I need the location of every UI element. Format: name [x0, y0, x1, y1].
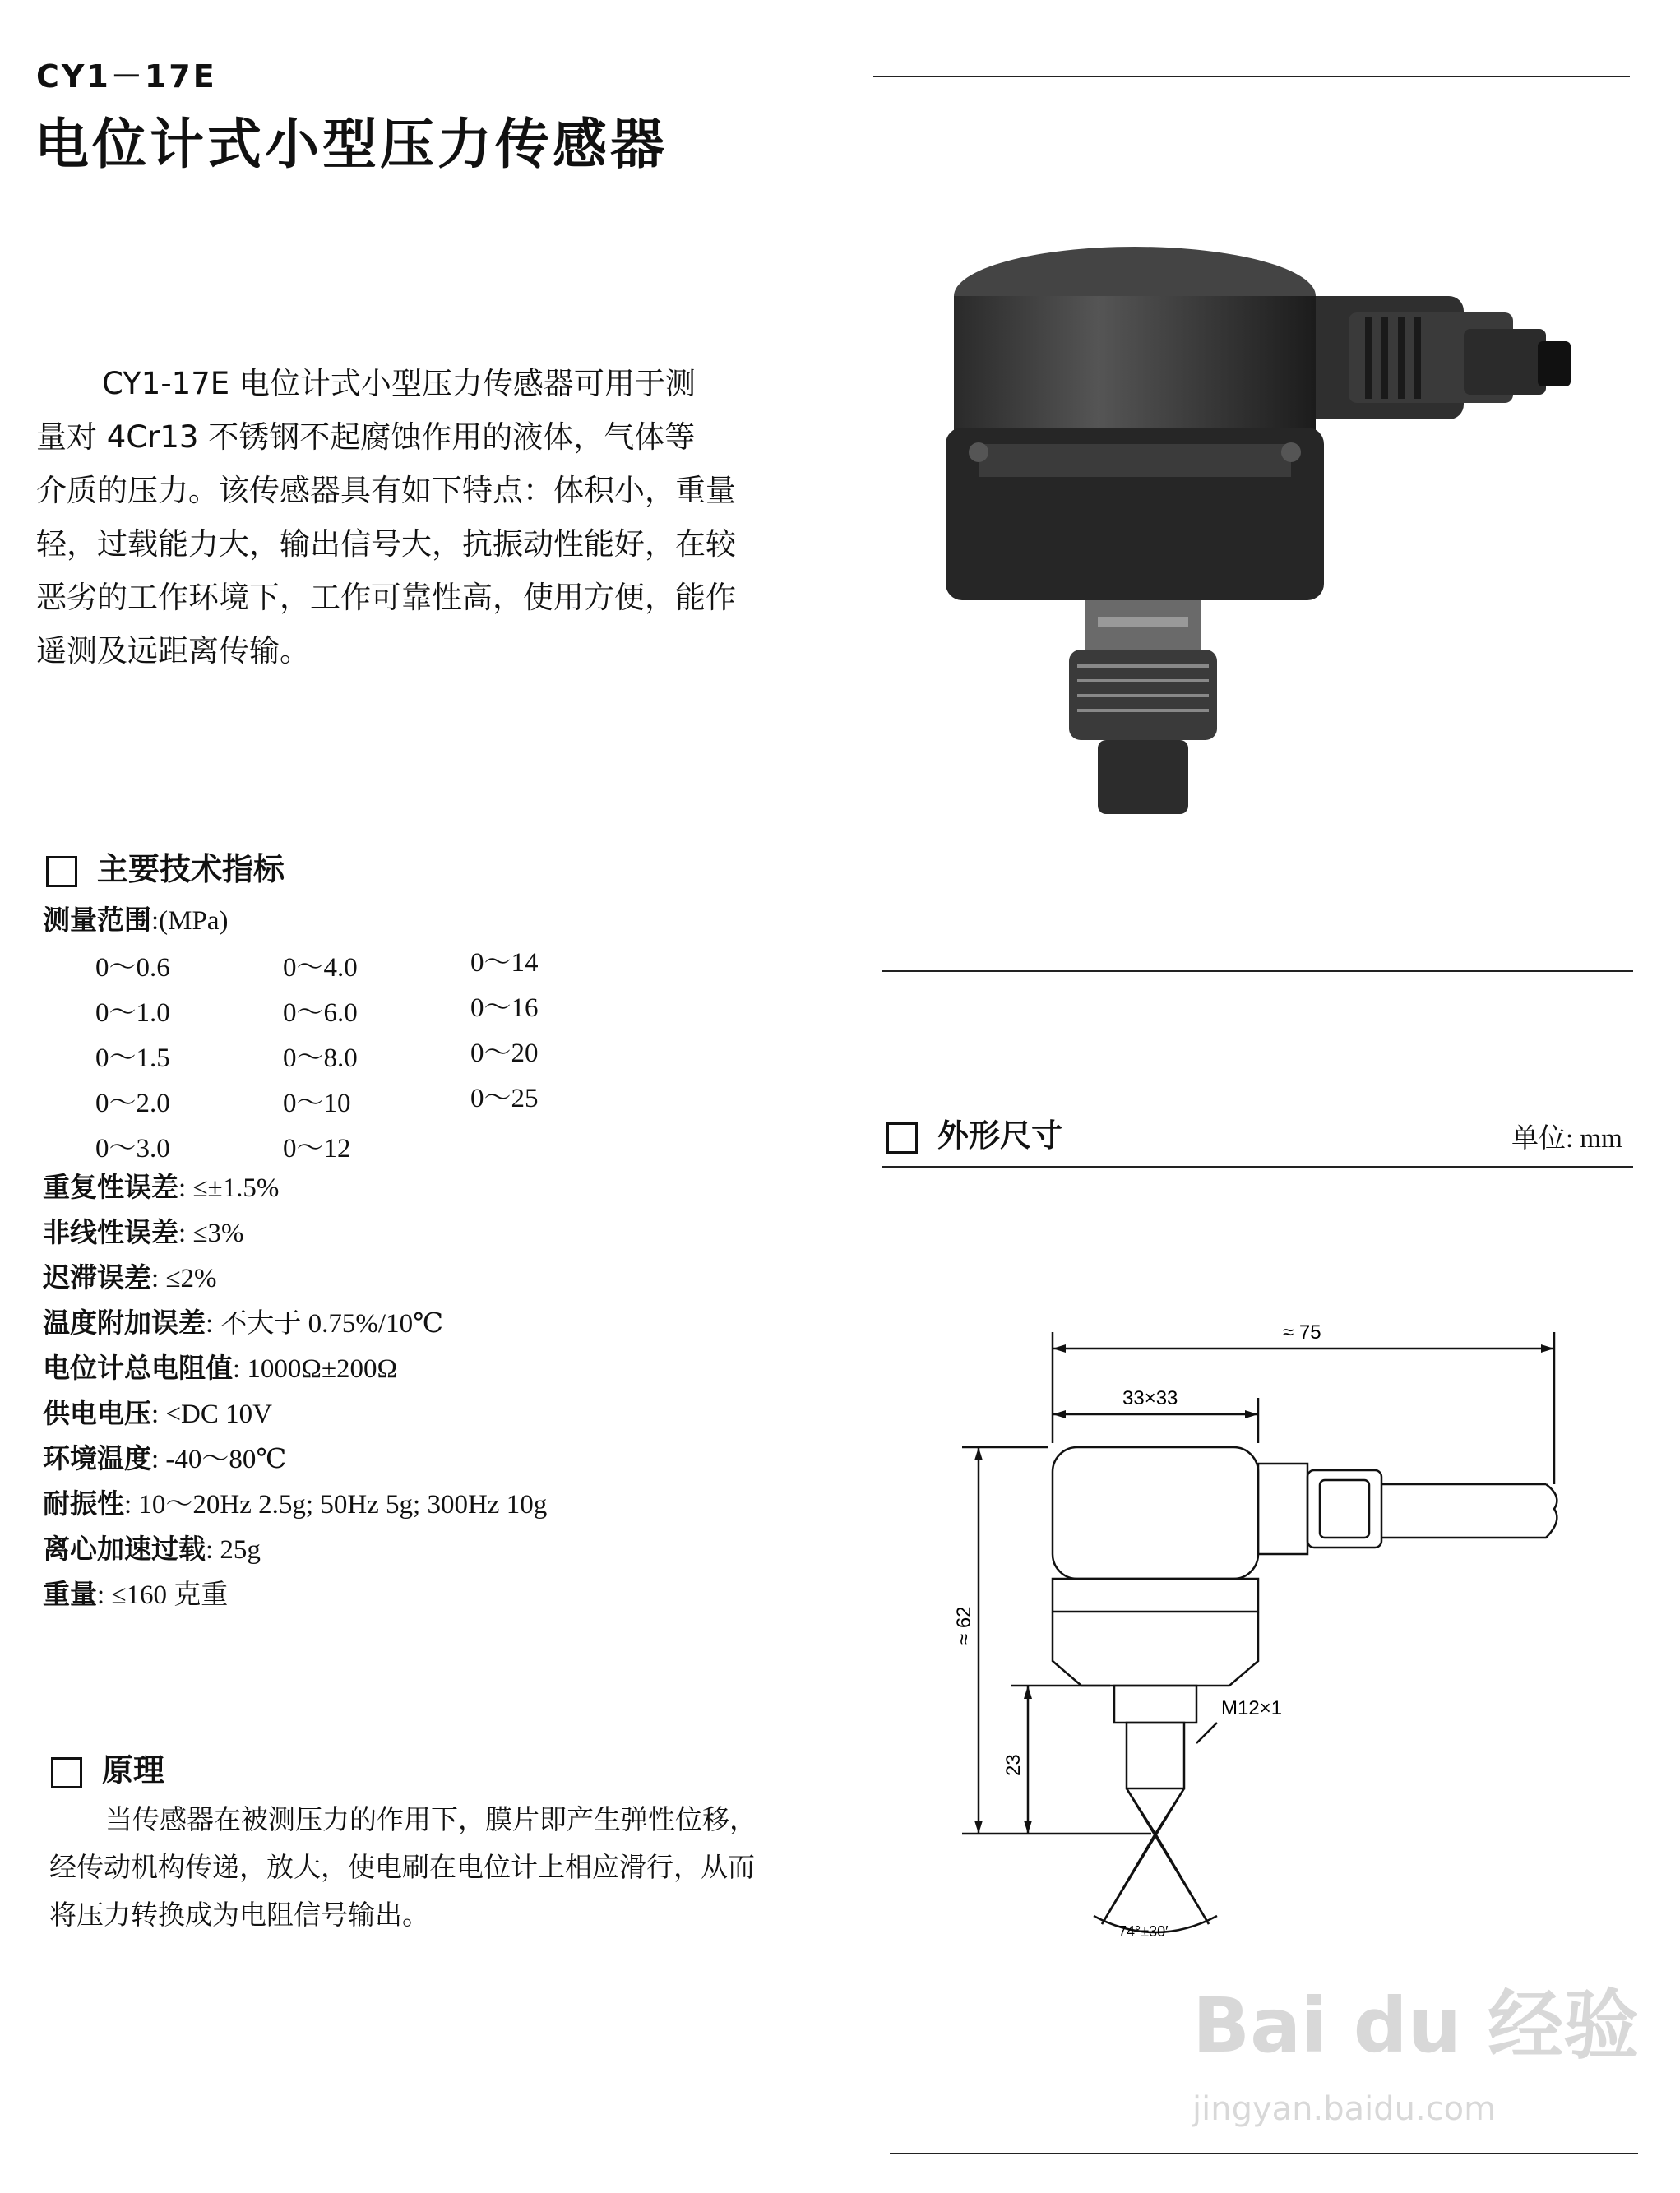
- range-label: 测量范围: [43, 904, 151, 935]
- spec-value: : 1000Ω±200Ω: [233, 1354, 398, 1384]
- range-value: 0～12: [283, 1134, 351, 1164]
- spec-value: : ≤3%: [178, 1219, 244, 1248]
- intro-line: 量对 4Cr13 不锈钢不起腐蚀作用的液体，气体等: [36, 419, 696, 455]
- specs-heading: [46, 844, 285, 889]
- range-column-3: [470, 941, 539, 1122]
- range-unit: :(MPa): [151, 906, 229, 936]
- spec-value: : 10～20Hz 2.5g; 50Hz 5g; 300Hz 10g: [124, 1490, 548, 1520]
- range-value: 0～6.0: [283, 998, 358, 1028]
- dims-heading-label: 外形尺寸: [937, 1117, 1063, 1154]
- spec-label: 重量: [43, 1579, 97, 1609]
- spec-value: : -40～80℃: [151, 1445, 287, 1474]
- checkbox-icon: [886, 1122, 918, 1154]
- drawing-base: [1053, 1612, 1258, 1686]
- principle-heading: [51, 1745, 164, 1790]
- spec-label: 迟滞误差: [43, 1262, 151, 1293]
- principle-line: 当传感器在被测压力的作用下，膜片即产生弹性位移，: [105, 1803, 757, 1835]
- spec-item: [43, 1211, 547, 1256]
- spec-item: [43, 1347, 547, 1392]
- page-title: 电位计式小型压力传感器: [35, 113, 668, 176]
- spec-label: 环境温度: [43, 1443, 151, 1474]
- spec-value: : ≤160 克重: [97, 1580, 229, 1610]
- spec-value: : 25g: [206, 1535, 261, 1565]
- dims-unit: 单位: mm: [1511, 1124, 1622, 1154]
- baidu-watermark: [1192, 1965, 1640, 2163]
- dim-total-width: ≈ 75: [1283, 1321, 1321, 1344]
- cap-body: [954, 296, 1316, 436]
- mid-rule: [882, 970, 1633, 972]
- spec-label: 温度附加误差: [43, 1307, 206, 1338]
- spec-label: 非线性误差: [43, 1217, 178, 1247]
- range-value: 0～25: [470, 1084, 539, 1113]
- range-value: 0～14: [470, 948, 539, 978]
- dim-thread-spec: M12×1: [1221, 1697, 1283, 1719]
- principle-line: 经传动机构传递，放大，使电刷在电位计上相应滑行，从而: [49, 1851, 755, 1883]
- range-value: 0～2.0: [95, 1089, 170, 1118]
- dim-thread-length: 23: [1002, 1754, 1025, 1776]
- spec-value: : 不大于 0.75%/10℃: [206, 1309, 443, 1339]
- intro-line: 恶劣的工作环境下，工作可靠性高，使用方便，能作: [36, 580, 736, 615]
- range-column-1: [95, 946, 170, 1172]
- dim-body-size: 33×33: [1122, 1387, 1178, 1409]
- spec-label: 电位计总电阻值: [43, 1353, 233, 1383]
- spec-label: 供电电压: [43, 1398, 151, 1428]
- sensor-photo: [921, 230, 1595, 855]
- principle-paragraph: [49, 1796, 814, 1939]
- range-value: 0～0.6: [95, 953, 170, 983]
- spec-item: [43, 1302, 547, 1347]
- spec-item: [43, 1573, 547, 1618]
- drawing-flange: [1053, 1579, 1258, 1612]
- spec-label: 离心加速过载: [43, 1534, 206, 1564]
- intro-line: 遥测及远距离传输。: [36, 633, 310, 669]
- drawing-hex-nut: [1114, 1686, 1196, 1723]
- intro-line: 介质的压力。该传感器具有如下特点：体积小，重量: [36, 473, 736, 508]
- range-value: 0～10: [283, 1089, 351, 1118]
- principle-line: 将压力转换成为电阻信号输出。: [49, 1899, 429, 1931]
- spec-list: [43, 1166, 547, 1618]
- dimension-drawing: [937, 1299, 1595, 1973]
- spec-item: [43, 1166, 547, 1211]
- intro-line: CY1-17E 电位计式小型压力传感器可用于测: [102, 366, 696, 401]
- spec-item: [43, 1528, 547, 1573]
- pressure-port: [1098, 740, 1188, 814]
- dim-angle: 74°±30′: [1118, 1923, 1169, 1940]
- spec-item: [43, 1437, 547, 1483]
- spec-value: : <DC 10V: [151, 1400, 272, 1429]
- range-value: 0～20: [470, 1039, 539, 1068]
- range-value: 0～8.0: [283, 1043, 358, 1073]
- connector-knob: [1538, 341, 1571, 386]
- checkbox-icon: [51, 1757, 82, 1788]
- intro-paragraph: [36, 357, 801, 678]
- watermark-url: jingyan.baidu.com: [1192, 2090, 1497, 2128]
- spec-item: [43, 1392, 547, 1437]
- range-value: 0～1.0: [95, 998, 170, 1028]
- dim-height: ≈ 62: [953, 1606, 975, 1645]
- range-value: 0～16: [470, 993, 539, 1023]
- model-number: CY1－17E: [36, 58, 217, 95]
- range-column-2: [283, 946, 358, 1172]
- spec-item: [43, 1256, 547, 1302]
- spec-value: : ≤±1.5%: [178, 1173, 280, 1203]
- spec-label: 重复性误差: [43, 1172, 178, 1202]
- drawing-tip: [1127, 1788, 1184, 1834]
- drawing-thread: [1127, 1723, 1184, 1788]
- dims-rule: [882, 1166, 1633, 1168]
- drawing-body: [1053, 1447, 1258, 1579]
- range-value: 0～3.0: [95, 1134, 170, 1164]
- spec-value: : ≤2%: [151, 1264, 217, 1293]
- principle-heading-label: 原理: [102, 1752, 165, 1788]
- specs-heading-label: 主要技术指标: [97, 851, 285, 887]
- top-rule: [873, 76, 1630, 77]
- checkbox-icon: [46, 856, 77, 887]
- dims-heading: [886, 1110, 1062, 1155]
- watermark-brand: Bai du 经验: [1192, 1982, 1640, 2070]
- drawing-connector-plug: [1307, 1470, 1381, 1548]
- spec-item: [43, 1483, 547, 1528]
- drawing-connector-neck: [1258, 1464, 1307, 1554]
- intro-line: 轻，过载能力大，输出信号大，抗振动性能好，在较: [36, 526, 736, 562]
- spec-label: 耐振性: [43, 1488, 124, 1519]
- range-value: 0～1.5: [95, 1043, 170, 1073]
- range-label-line: [43, 899, 229, 937]
- range-value: 0～4.0: [283, 953, 358, 983]
